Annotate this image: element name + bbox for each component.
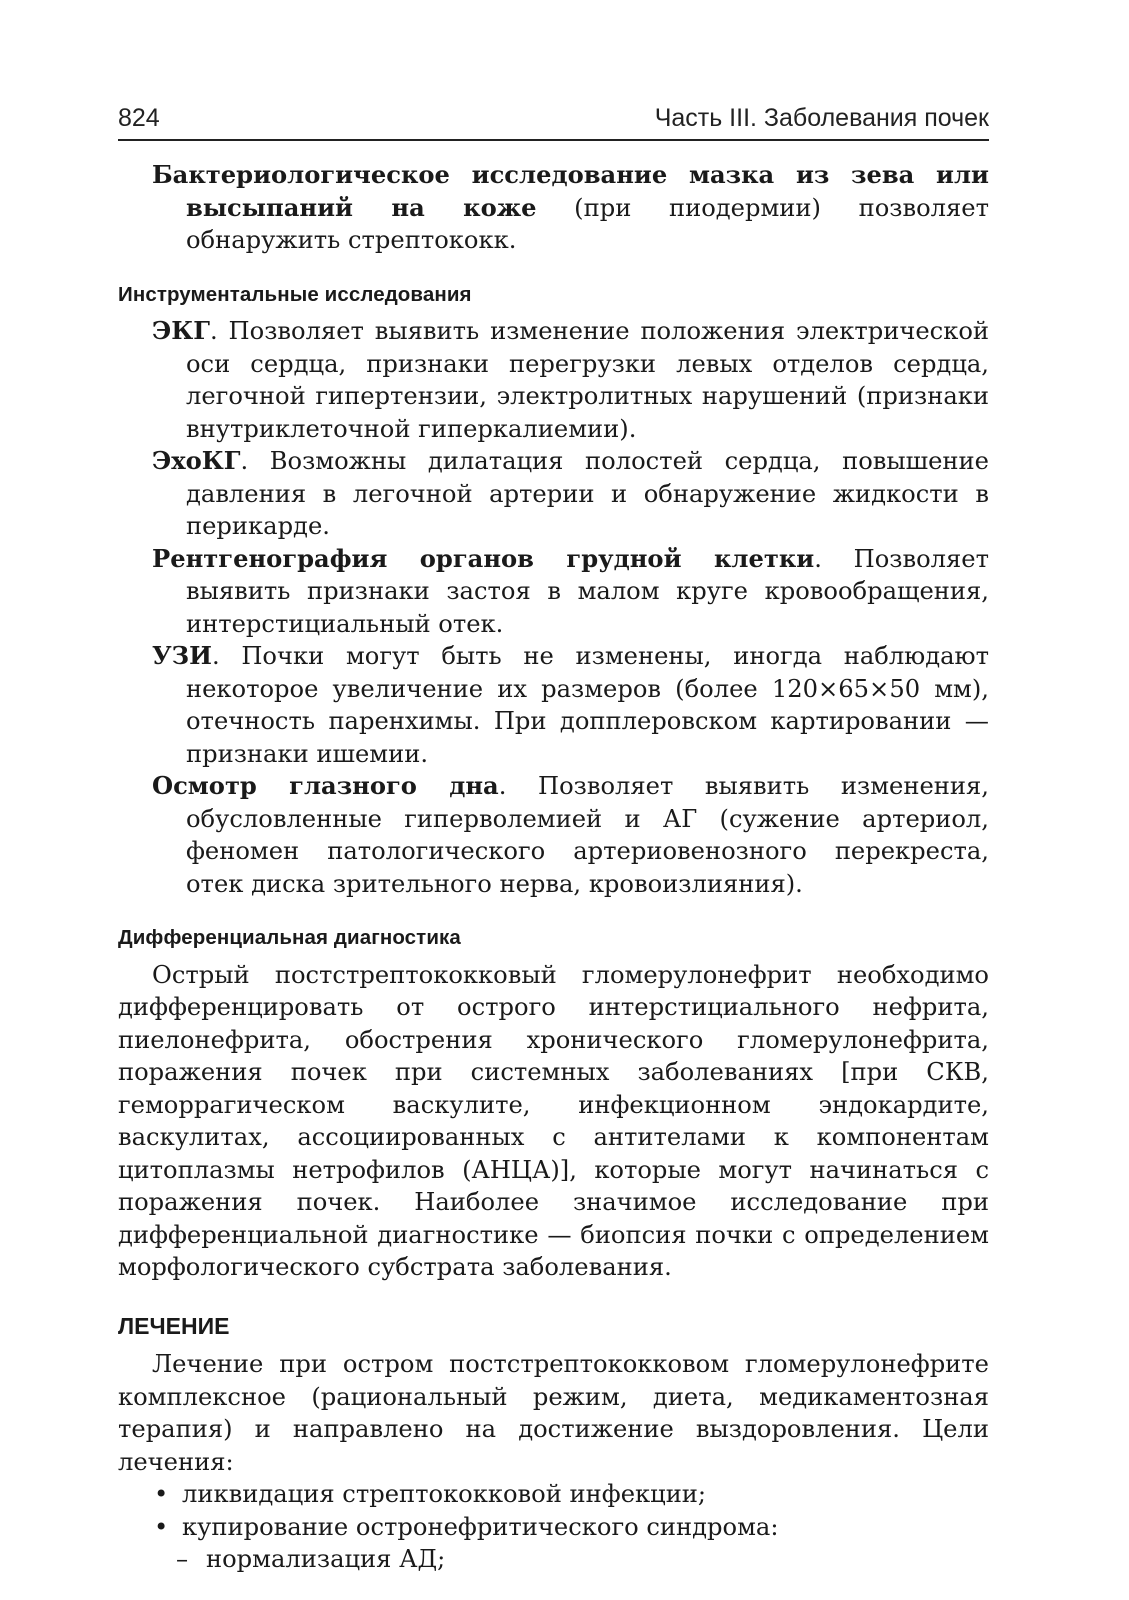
entry-text: . Позволяет выявить изменение положения электрической оси сердца, признаки перегрузки левых отделов сердца, легочной гипертензии, электролитных нарушений (признаки внутриклеточной гиперкалиемии).: [186, 317, 989, 443]
instrumental-heading: Инструментальные исследования: [118, 282, 472, 306]
list-item: [118, 1511, 989, 1544]
entry-text: (при пиодермии) позволяет обнаружить стрептококк.: [186, 193, 989, 254]
running-title: Часть III. Заболевания почек: [654, 104, 989, 132]
xray-entry: [118, 543, 989, 641]
entry-text: . Позволяет выявить изменения, обусловленные гиперволемией и АГ (сужение артериол, феномен патологического артериовенозного перекреста, отек диска зрительного нерва, кровоизлияния).: [186, 772, 989, 898]
entry-term: ЭхоКГ: [152, 446, 241, 475]
treatment-goals-list: [118, 1478, 989, 1543]
list-item-text: купирование остронефритического синдрома:: [182, 1512, 779, 1541]
bacteriology-entry: [118, 159, 989, 257]
treatment-paragraph: Лечение при остром постстрептококковом гломерулонефрите комплексное (рациональный режим, диета, медикаментозная терапия) и направлено на достижение выздоровления. Цели лечения:: [118, 1350, 989, 1476]
list-item: [118, 1478, 989, 1511]
entry-term: УЗИ: [152, 641, 212, 670]
bullet-icon: •: [154, 1512, 169, 1541]
bullet-icon: •: [154, 1480, 169, 1508]
list-item-text: ликвидация стрептококковой инфекции;: [182, 1480, 707, 1508]
treatment-heading: ЛЕЧЕНИЕ: [118, 1312, 230, 1339]
echo-entry: [118, 445, 989, 543]
entry-term: ЭКГ: [152, 316, 210, 345]
sub-list-item-text: нормализация АД;: [206, 1545, 446, 1573]
ultrasound-entry: [118, 640, 989, 770]
entry-term: Рентгенография органов грудной клетки: [152, 543, 815, 573]
differential-heading: Дифференциальная диагностика: [118, 926, 461, 949]
entry-text: . Возможны дилатация полостей сердца, повышение давления в легочной артерии и обнаружение жидкости в перикарде.: [186, 447, 989, 540]
dash-icon: –: [176, 1545, 189, 1573]
entry-text: . Почки могут быть не изменены, иногда наблюдают некоторое увеличение их размеров (более 120×65×50 мм), отечность паренхимы. При допплеровском картировании — признаки ишемии.: [186, 642, 989, 768]
entry-term: Осмотр глазного дна: [152, 771, 499, 800]
page-number: 824: [118, 104, 160, 132]
differential-paragraph: Острый постстрептококковый гломерулонефрит необходимо дифференцировать от острого интерстициального нефрита, пиелонефрита, обострения хронического гломерулонефрита, поражения почек при системных заболеваниях [при СКВ, геморрагическом васкулите, инфекционном эндокардите, васкулитах, ассоциированных с антителами к компонентам цитоплазмы нетрофилов (АНЦА)], которые могут начинаться с поражения почек. Наиболее значимое исследование при дифференциальной диагностике — биопсия почки с определением морфологического субстрата заболевания.: [118, 960, 989, 1281]
entry-term: Бактериологическое исследование мазка из зева или высыпаний на коже: [152, 160, 989, 222]
fundus-entry: [118, 770, 989, 900]
sub-list-item: [118, 1543, 989, 1576]
ecg-entry: [118, 315, 989, 445]
running-header: [118, 104, 989, 141]
entry-text: . Позволяет выявить признаки застоя в малом круге кровообращения, интерстициальный отек.: [186, 544, 989, 638]
